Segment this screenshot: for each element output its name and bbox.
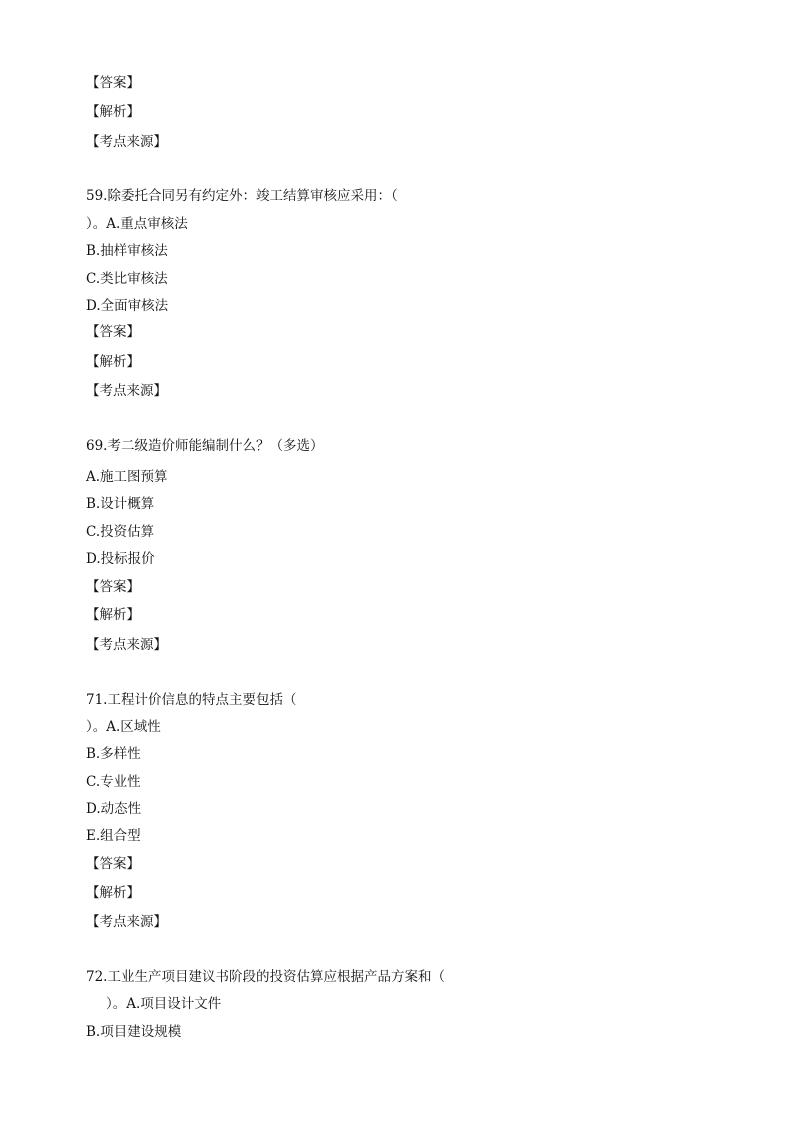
question-69-option-b: B.设计概算 [86, 496, 155, 512]
question-69-text: 69.考二级造价师能编制什么？（多选） [86, 438, 324, 454]
question-59-option-c: C.类比审核法 [86, 271, 168, 287]
answer-label: 【答案】 [86, 75, 140, 91]
answer-label: 【答案】 [86, 856, 140, 872]
answer-label: 【答案】 [86, 579, 140, 595]
question-69-option-d: D.投标报价 [86, 551, 155, 567]
question-71-text: 71.工程计价信息的特点主要包括（ [86, 692, 297, 708]
question-71-option-a: ）。A.区域性 [86, 719, 161, 735]
answer-label: 【答案】 [86, 324, 140, 340]
question-69-option-a: A.施工图预算 [86, 469, 168, 485]
analysis-label: 【解析】 [86, 104, 140, 120]
analysis-label: 【解析】 [86, 354, 140, 370]
analysis-label: 【解析】 [86, 885, 140, 901]
question-59-option-a: ）。A.重点审核法 [86, 216, 188, 232]
question-71-option-b: B.多样性 [86, 746, 141, 762]
source-label: 【考点来源】 [86, 637, 167, 653]
question-72-text: 72.工业生产项目建议书阶段的投资估算应根据产品方案和（ [86, 969, 445, 985]
question-59-option-d: D.全面审核法 [86, 298, 169, 314]
question-72-option-a: ）。A.项目设计文件 [106, 996, 222, 1012]
question-59-option-b: B.抽样审核法 [86, 243, 168, 259]
question-71-option-c: C.专业性 [86, 774, 141, 790]
question-71-option-e: E.组合型 [86, 828, 141, 844]
source-label: 【考点来源】 [86, 914, 167, 930]
question-71-option-d: D.动态性 [86, 801, 142, 817]
analysis-label: 【解析】 [86, 607, 140, 623]
question-59-text: 59.除委托合同另有约定外：竣工结算审核应采用：（ [86, 188, 398, 204]
source-label: 【考点来源】 [86, 134, 167, 150]
question-69-option-c: C.投资估算 [86, 524, 155, 540]
source-label: 【考点来源】 [86, 383, 167, 399]
question-72-option-b: B.项目建设规模 [86, 1024, 182, 1040]
